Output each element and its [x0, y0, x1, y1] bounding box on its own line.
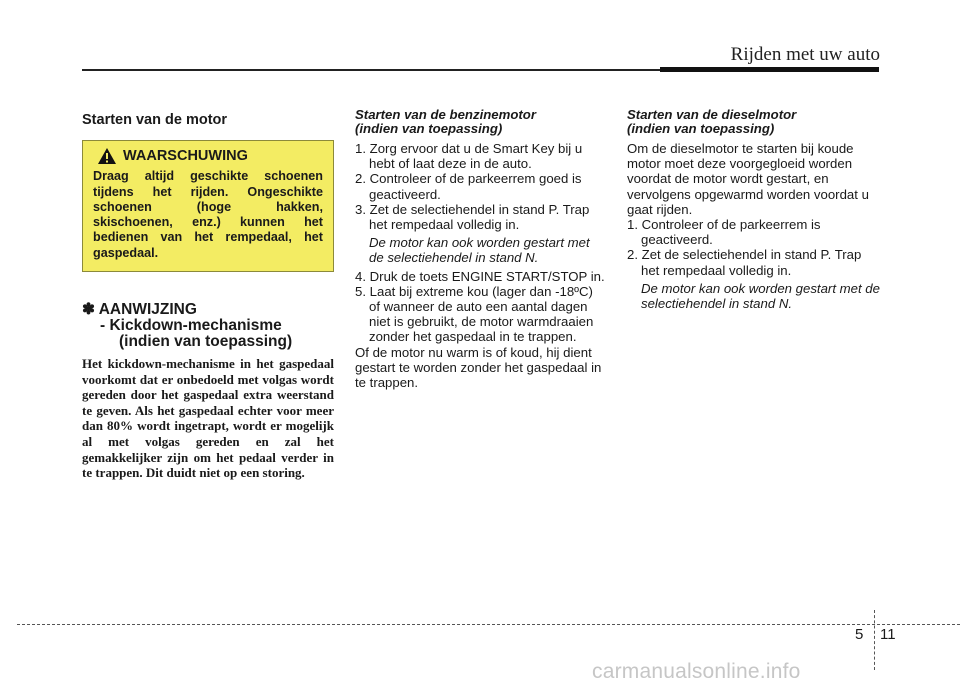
header-rule-accent: [660, 67, 879, 72]
chapter-number: 5: [855, 626, 864, 643]
diesel-heading-line1: Starten van de dieselmotor: [627, 107, 797, 122]
petrol-heading-line2: (indien van toepassing): [355, 121, 503, 136]
footer-rule: [17, 624, 960, 625]
middle-column: [355, 108, 607, 390]
note-title-line1: - Kickdown-mechanisme: [100, 316, 282, 334]
warning-box: [82, 140, 334, 272]
chapter-title: Rijden met uw auto: [730, 44, 880, 65]
note-heading: [82, 302, 334, 318]
page-number: 11: [880, 626, 896, 643]
warning-header: [93, 147, 323, 165]
petrol-step-1: 1. Zorg ervoor dat u de Smart Key bij u hebt of laat deze in de auto.: [355, 141, 583, 172]
note-text: Het kickdown-mechanisme in het gaspedaal voorkomt dat er onbedoeld met volgas wordt gereden door het gaspedaal extra weerstand te geven. Als het gaspedaal echter voor meer dan 80% wordt ingetrapt, wordt er mogelijk al met volgas gereden en zal het gemakkelijker zijn om het pedaal verder in te trappen. Dit duidt niet op een storing.: [82, 355, 334, 481]
diesel-step-1: 1. Controleer of de parkeerrem is geactiveerd.: [627, 217, 821, 248]
diesel-italic-note: De motor kan ook worden gestart met de selectiehendel in stand N.: [641, 280, 880, 312]
petrol-closing-text: Of de motor nu warm is of koud, hij dient gestart te worden zonder het gaspedaal in te trappen.: [355, 344, 602, 391]
petrol-step-5: 5. Laat bij extreme kou (lager dan -18ºC) of wanneer de auto een aantal dagen niet is gebruikt, de motor warmdraaien zonder het gaspedaal in te trappen.: [355, 283, 594, 345]
note-title-line2: (indien van toepassing): [119, 332, 293, 350]
warning-text: Draag altijd geschikte schoenen tijdens het rijden. Ongeschikte schoenen (hoge hakken, skischoenen, enz.) kunnen het bedienen van het rempedaal, het gaspedaal.: [93, 169, 323, 260]
petrol-italic-note: De motor kan ook worden gestart met de selectiehendel in stand N.: [369, 235, 590, 266]
diesel-heading: [627, 108, 880, 136]
petrol-step-4: 4. Druk de toets ENGINE START/STOP in.: [355, 268, 605, 284]
warning-title: WAARSCHUWING: [123, 147, 248, 164]
right-column: [627, 108, 880, 314]
diesel-intro: Om de dieselmotor te starten bij koude motor moet deze voorgegloeid worden voordat de motor wordt gestart, en vervolgens opgewarmd worden voordat u gaat rijden.: [627, 141, 869, 217]
diesel-step-2: 2. Zet de selectiehendel in stand P. Trap het rempedaal volledig in.: [627, 247, 862, 278]
petrol-step-3: 3. Zet de selectiehendel in stand P. Trap het rempedaal volledig in.: [355, 201, 590, 233]
left-column: [82, 108, 334, 481]
note-label: AANWIJZING: [98, 300, 197, 318]
page-number-divider: [874, 610, 875, 670]
section-title: Starten van de motor: [82, 112, 228, 128]
warning-triangle-icon: [97, 147, 117, 165]
petrol-heading-line1: Starten van de benzinemotor: [355, 107, 536, 122]
note-symbol: ✽: [82, 300, 95, 318]
petrol-heading: [355, 108, 607, 136]
watermark: carmanualsonline.info: [592, 660, 801, 683]
petrol-step-2: 2. Controleer of de parkeerrem goed is geactiveerd.: [355, 171, 582, 202]
diesel-heading-line2: (indien van toepassing): [627, 121, 775, 136]
